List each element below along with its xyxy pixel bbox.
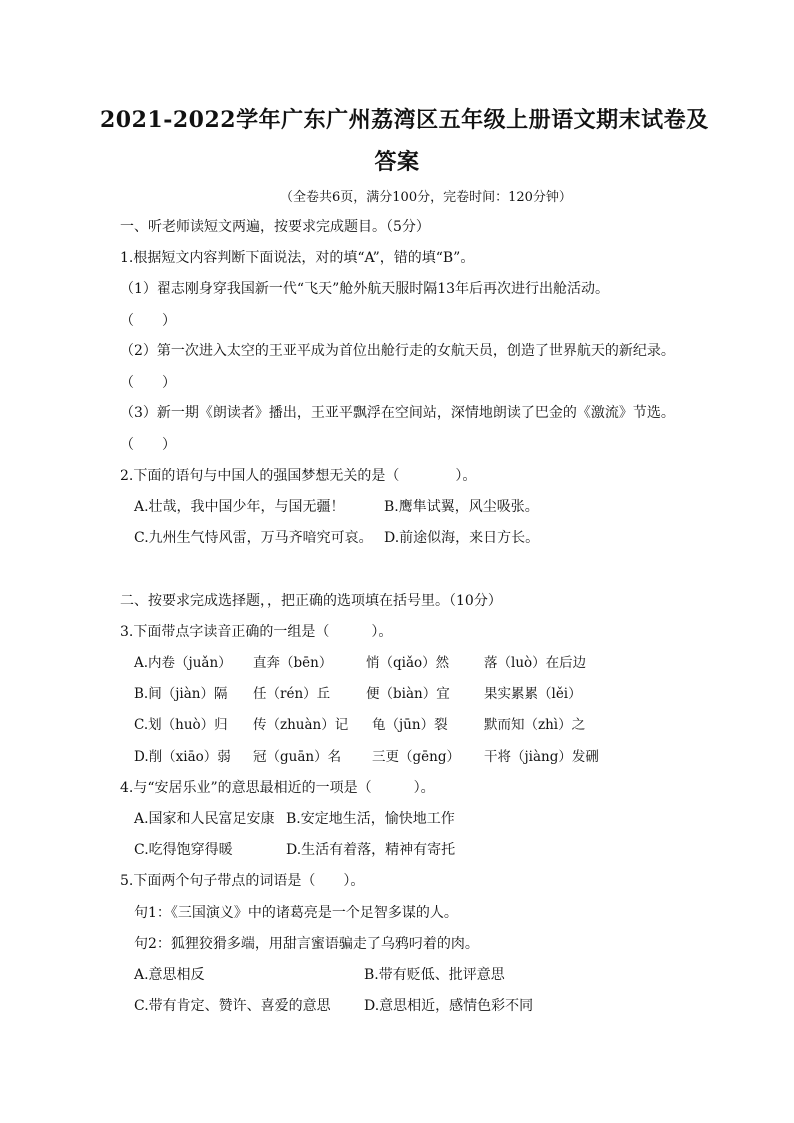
q3-row-b-col2: 任（rén）丘: [253, 686, 331, 702]
q3-stem: 3.下面带点字读音正确的一组是（ ）。: [120, 624, 393, 640]
exam-title-line1: 2021-2022学年广东广州荔湾区五年级上册语文期末试卷及: [100, 107, 709, 133]
q3-row-c-col3: 龟（jūn）裂: [372, 717, 448, 733]
q1-item-1: （1）翟志刚身穿我国新一代“飞天”舱外航天服时隔13年后再次进行出舱活动。: [120, 281, 610, 297]
q2-option-b: B.鹰隼试翼，风尘吸张。: [384, 499, 539, 515]
q3-row-c-col4: 默而知（zhì）之: [484, 717, 586, 733]
q1-answer-blank-1[interactable]: （ ）: [120, 313, 176, 329]
exam-subtitle: （全卷共6页，满分100分，完卷时间：120分钟）: [280, 190, 572, 205]
q3-row-c-col2: 传（zhuàn）记: [253, 717, 349, 733]
q4-option-d: D.生活有着落，精神有寄托: [286, 842, 456, 858]
q2-option-d: D.前途似海，来日方长。: [384, 530, 540, 546]
q4-option-b: B.安定地生活，愉快地工作: [286, 811, 455, 827]
q3-row-d-col4: 干将（jiàng）发硎: [484, 749, 599, 765]
q3-row-d-col2: 冠（guān）名: [253, 749, 342, 765]
q5-option-a: A.意思相反: [134, 967, 205, 983]
exam-title-line2: 答案: [374, 149, 420, 175]
q5-option-c: C.带有肯定、赞许、喜爱的意思: [134, 998, 331, 1014]
q5-option-d: D.意思相近，感情色彩不同: [364, 998, 534, 1014]
q5-stem: 5.下面两个句子带点的词语是（ ）。: [120, 873, 365, 889]
q3-row-a-col2: 直奔（bēn）: [253, 655, 333, 671]
section2-heading: 二、按要求完成选择题，，把正确的选项填在括号里。（10分）: [120, 593, 502, 609]
q2-option-c: C.九州生气恃风雷，万马齐喑究可哀。: [134, 530, 373, 546]
q3-row-d-col1: D.削（xiāo）弱: [134, 749, 231, 765]
section1-heading: 一、听老师读短文两遍，按要求完成题目。（5分）: [120, 219, 430, 235]
q2-stem: 2.下面的语句与中国人的强国梦想无关的是（ ）。: [120, 468, 477, 484]
q1-stem: 1.根据短文内容判断下面说法，对的填“A”，错的填“B”。: [120, 250, 475, 266]
q2-option-a: A.壮哉，我中国少年，与国无疆！: [134, 499, 345, 515]
q4-option-c: C.吃得饱穿得暖: [134, 842, 233, 858]
q3-row-b-col4: 果实累累（lěi）: [484, 686, 582, 702]
q3-row-b-col1: B.间（jiàn）隔: [134, 686, 228, 702]
q4-option-a: A.国家和人民富足安康: [134, 811, 275, 827]
q3-row-b-col3: 便（biàn）宜: [366, 686, 450, 702]
q5-sentence-1: 句1：《三国演义》中的诸葛亮是一个足智多谋的人。: [134, 905, 458, 921]
q5-option-b: B.带有贬低、批评意思: [364, 967, 505, 983]
q3-row-a-col3: 悄（qiǎo）然: [366, 655, 450, 671]
q3-row-c-col1: C.划（huò）归: [134, 717, 228, 733]
q1-item-2: （2）第一次进入太空的王亚平成为首位出舱行走的女航天员，创造了世界航天的新纪录。: [120, 343, 675, 359]
q3-row-a-col1: A.内卷（juǎn）: [134, 655, 232, 671]
q5-sentence-2: 句2：狐狸狡猾多端，用甜言蜜语骗走了乌鸦叼着的肉。: [134, 936, 479, 952]
q3-row-a-col4: 落（luò）在后边: [484, 655, 587, 671]
q4-stem: 4.与“安居乐业”的意思最相近的一项是（ ）。: [120, 780, 435, 796]
q3-row-d-col3: 三更（gēng）: [372, 749, 460, 765]
q1-item-3: （3）新一期《朗读者》播出，王亚平飘浮在空间站，深情地朗读了巴金的《激流》节选。: [120, 405, 675, 421]
q1-answer-blank-2[interactable]: （ ）: [120, 375, 176, 391]
q1-answer-blank-3[interactable]: （ ）: [120, 437, 176, 453]
